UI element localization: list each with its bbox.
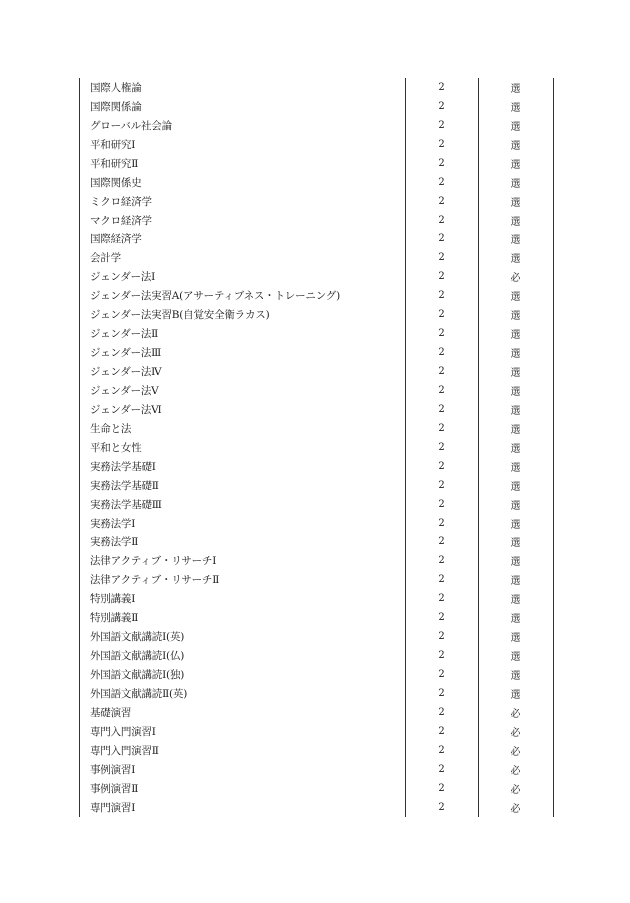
course-name: グローバル社会論: [90, 119, 172, 132]
table-row: [80, 514, 553, 533]
table-row: [80, 230, 553, 249]
table-row: [80, 741, 553, 760]
course-name: 事例演習Ⅱ: [90, 782, 139, 795]
course-table: [79, 78, 554, 817]
course-type: 選: [510, 405, 521, 417]
course-name: 専門演習Ⅰ: [90, 801, 136, 814]
course-name: 基礎演習: [90, 706, 132, 719]
course-type: 選: [510, 557, 521, 569]
course-credits: 2: [438, 271, 445, 283]
course-type: 選: [510, 671, 521, 683]
course-credits: 2: [438, 631, 445, 643]
course-type: 必: [510, 784, 521, 796]
table-row: [80, 533, 553, 552]
course-name: 生命と法: [90, 422, 132, 435]
course-credits: 2: [438, 81, 445, 93]
course-type: 必: [510, 727, 521, 739]
course-type: 選: [510, 633, 521, 645]
course-type: 選: [510, 349, 521, 361]
course-type: 選: [510, 689, 521, 701]
course-name: 法律アクティブ・リサーチⅠ: [90, 555, 217, 568]
table-row: [80, 116, 553, 135]
table-row: [80, 608, 553, 627]
course-credits: 2: [438, 479, 445, 491]
course-credits: 2: [438, 138, 445, 150]
course-type: 必: [510, 708, 521, 720]
course-rows: [80, 78, 553, 817]
course-name: 外国語文献講読Ⅰ(英): [90, 631, 185, 644]
course-type: 選: [510, 83, 521, 95]
table-row: [80, 173, 553, 192]
course-name: 外国語文献講読Ⅰ(仏): [90, 650, 185, 663]
course-credits: 2: [438, 252, 445, 264]
course-credits: 2: [438, 403, 445, 415]
table-row: [80, 457, 553, 476]
course-credits: 2: [438, 290, 445, 302]
course-credits: 2: [438, 384, 445, 396]
course-name: ジェンダー法Ⅳ: [90, 366, 162, 379]
table-row: [80, 722, 553, 741]
table-row: [80, 97, 553, 116]
table-row: [80, 248, 553, 267]
table-row: [80, 362, 553, 381]
table-row: [80, 589, 553, 608]
course-name: 事例演習Ⅰ: [90, 763, 136, 776]
table-row: [80, 684, 553, 703]
course-credits: 2: [438, 574, 445, 586]
course-credits: 2: [438, 441, 445, 453]
column-divider-credits: [405, 78, 406, 817]
table-row: [80, 381, 553, 400]
table-row: [80, 646, 553, 665]
course-name: 実務法学基礎Ⅰ: [90, 460, 156, 473]
course-credits: 2: [438, 763, 445, 775]
course-type: 選: [510, 500, 521, 512]
course-credits: 2: [438, 669, 445, 681]
table-row: [80, 760, 553, 779]
course-name: ミクロ経済学: [90, 195, 152, 208]
course-type: 選: [510, 595, 521, 607]
course-credits: 2: [438, 119, 445, 131]
course-type: 選: [510, 462, 521, 474]
course-name: 特別講義Ⅰ: [90, 593, 136, 606]
course-credits: 2: [438, 214, 445, 226]
course-type: 選: [510, 424, 521, 436]
course-name: 実務法学Ⅰ: [90, 517, 136, 530]
course-credits: 2: [438, 176, 445, 188]
course-credits: 2: [438, 801, 445, 813]
table-row: [80, 135, 553, 154]
course-credits: 2: [438, 725, 445, 737]
course-name: ジェンダー法Ⅴ: [90, 384, 159, 397]
course-type: 選: [510, 481, 521, 493]
course-credits: 2: [438, 347, 445, 359]
course-credits: 2: [438, 195, 445, 207]
course-name: 法律アクティブ・リサーチⅡ: [90, 574, 220, 587]
course-type: 選: [510, 254, 521, 266]
course-type: 選: [510, 519, 521, 531]
table-row: [80, 211, 553, 230]
course-name: 平和研究Ⅱ: [90, 157, 139, 170]
course-credits: 2: [438, 233, 445, 245]
table-row: [80, 570, 553, 589]
table-row: [80, 703, 553, 722]
course-credits: 2: [438, 100, 445, 112]
course-type: 選: [510, 197, 521, 209]
table-row: [80, 267, 553, 286]
course-type: 選: [510, 311, 521, 323]
course-type: 選: [510, 386, 521, 398]
course-name: ジェンダー法実習A(アサーティブネス・トレーニング): [90, 290, 340, 303]
course-name: 国際関係史: [90, 176, 142, 189]
course-credits: 2: [438, 328, 445, 340]
course-name: 平和研究Ⅰ: [90, 138, 136, 151]
course-type: 選: [510, 652, 521, 664]
course-name: 専門入門演習Ⅰ: [90, 725, 156, 738]
table-row: [80, 286, 553, 305]
course-type: 必: [510, 803, 521, 815]
course-credits: 2: [438, 498, 445, 510]
course-type: 選: [510, 443, 521, 455]
table-row: [80, 665, 553, 684]
course-credits: 2: [438, 593, 445, 605]
course-type: 選: [510, 368, 521, 380]
course-type: 選: [510, 140, 521, 152]
table-row: [80, 192, 553, 211]
course-type: 必: [510, 746, 521, 758]
table-row: [80, 400, 553, 419]
course-type: 選: [510, 178, 521, 190]
course-type: 必: [510, 765, 521, 777]
course-name: 実務法学基礎Ⅱ: [90, 479, 159, 492]
course-name: ジェンダー法Ⅰ: [90, 271, 156, 284]
course-type: 選: [510, 576, 521, 588]
course-name: マクロ経済学: [90, 214, 152, 227]
course-name: 専門入門演習Ⅱ: [90, 744, 159, 757]
course-type: 選: [510, 235, 521, 247]
course-name: 国際経済学: [90, 233, 142, 246]
course-credits: 2: [438, 706, 445, 718]
course-type: 選: [510, 330, 521, 342]
table-row: [80, 476, 553, 495]
course-type: 選: [510, 159, 521, 171]
course-name: ジェンダー法実習B(自覚安全衛ラカス): [90, 309, 270, 322]
course-credits: 2: [438, 309, 445, 321]
course-type: 選: [510, 102, 521, 114]
course-name: 国際関係論: [90, 100, 142, 113]
course-credits: 2: [438, 650, 445, 662]
course-credits: 2: [438, 744, 445, 756]
table-row: [80, 324, 553, 343]
course-name: 外国語文献講読Ⅱ(英): [90, 687, 188, 700]
course-type: 選: [510, 292, 521, 304]
course-credits: 2: [438, 460, 445, 472]
course-name: 会計学: [90, 252, 121, 265]
table-row: [80, 78, 553, 97]
course-name: 外国語文献講読Ⅰ(独): [90, 669, 185, 682]
table-row: [80, 627, 553, 646]
course-name: 平和と女性: [90, 441, 142, 454]
table-row: [80, 343, 553, 362]
table-row: [80, 154, 553, 173]
course-name: ジェンダー法Ⅲ: [90, 347, 162, 360]
course-type: 選: [510, 614, 521, 626]
course-credits: 2: [438, 157, 445, 169]
table-row: [80, 438, 553, 457]
course-name: 特別講義Ⅱ: [90, 612, 139, 625]
table-row: [80, 305, 553, 324]
course-credits: 2: [438, 517, 445, 529]
course-name: ジェンダー法Ⅱ: [90, 328, 159, 341]
course-name: 実務法学基礎Ⅲ: [90, 498, 162, 511]
table-row: [80, 419, 553, 438]
course-type: 選: [510, 121, 521, 133]
course-credits: 2: [438, 366, 445, 378]
course-type: 必: [510, 273, 521, 285]
table-row: [80, 551, 553, 570]
table-row: [80, 798, 553, 817]
course-credits: 2: [438, 782, 445, 794]
course-name: 実務法学Ⅱ: [90, 536, 139, 549]
column-divider-type: [478, 78, 479, 817]
course-credits: 2: [438, 536, 445, 548]
course-name: ジェンダー法Ⅵ: [90, 403, 162, 416]
course-name: 国際人権論: [90, 81, 142, 94]
course-credits: 2: [438, 687, 445, 699]
course-type: 選: [510, 538, 521, 550]
course-credits: 2: [438, 422, 445, 434]
table-row: [80, 495, 553, 514]
course-credits: 2: [438, 612, 445, 624]
course-type: 選: [510, 216, 521, 228]
course-credits: 2: [438, 555, 445, 567]
table-row: [80, 779, 553, 798]
